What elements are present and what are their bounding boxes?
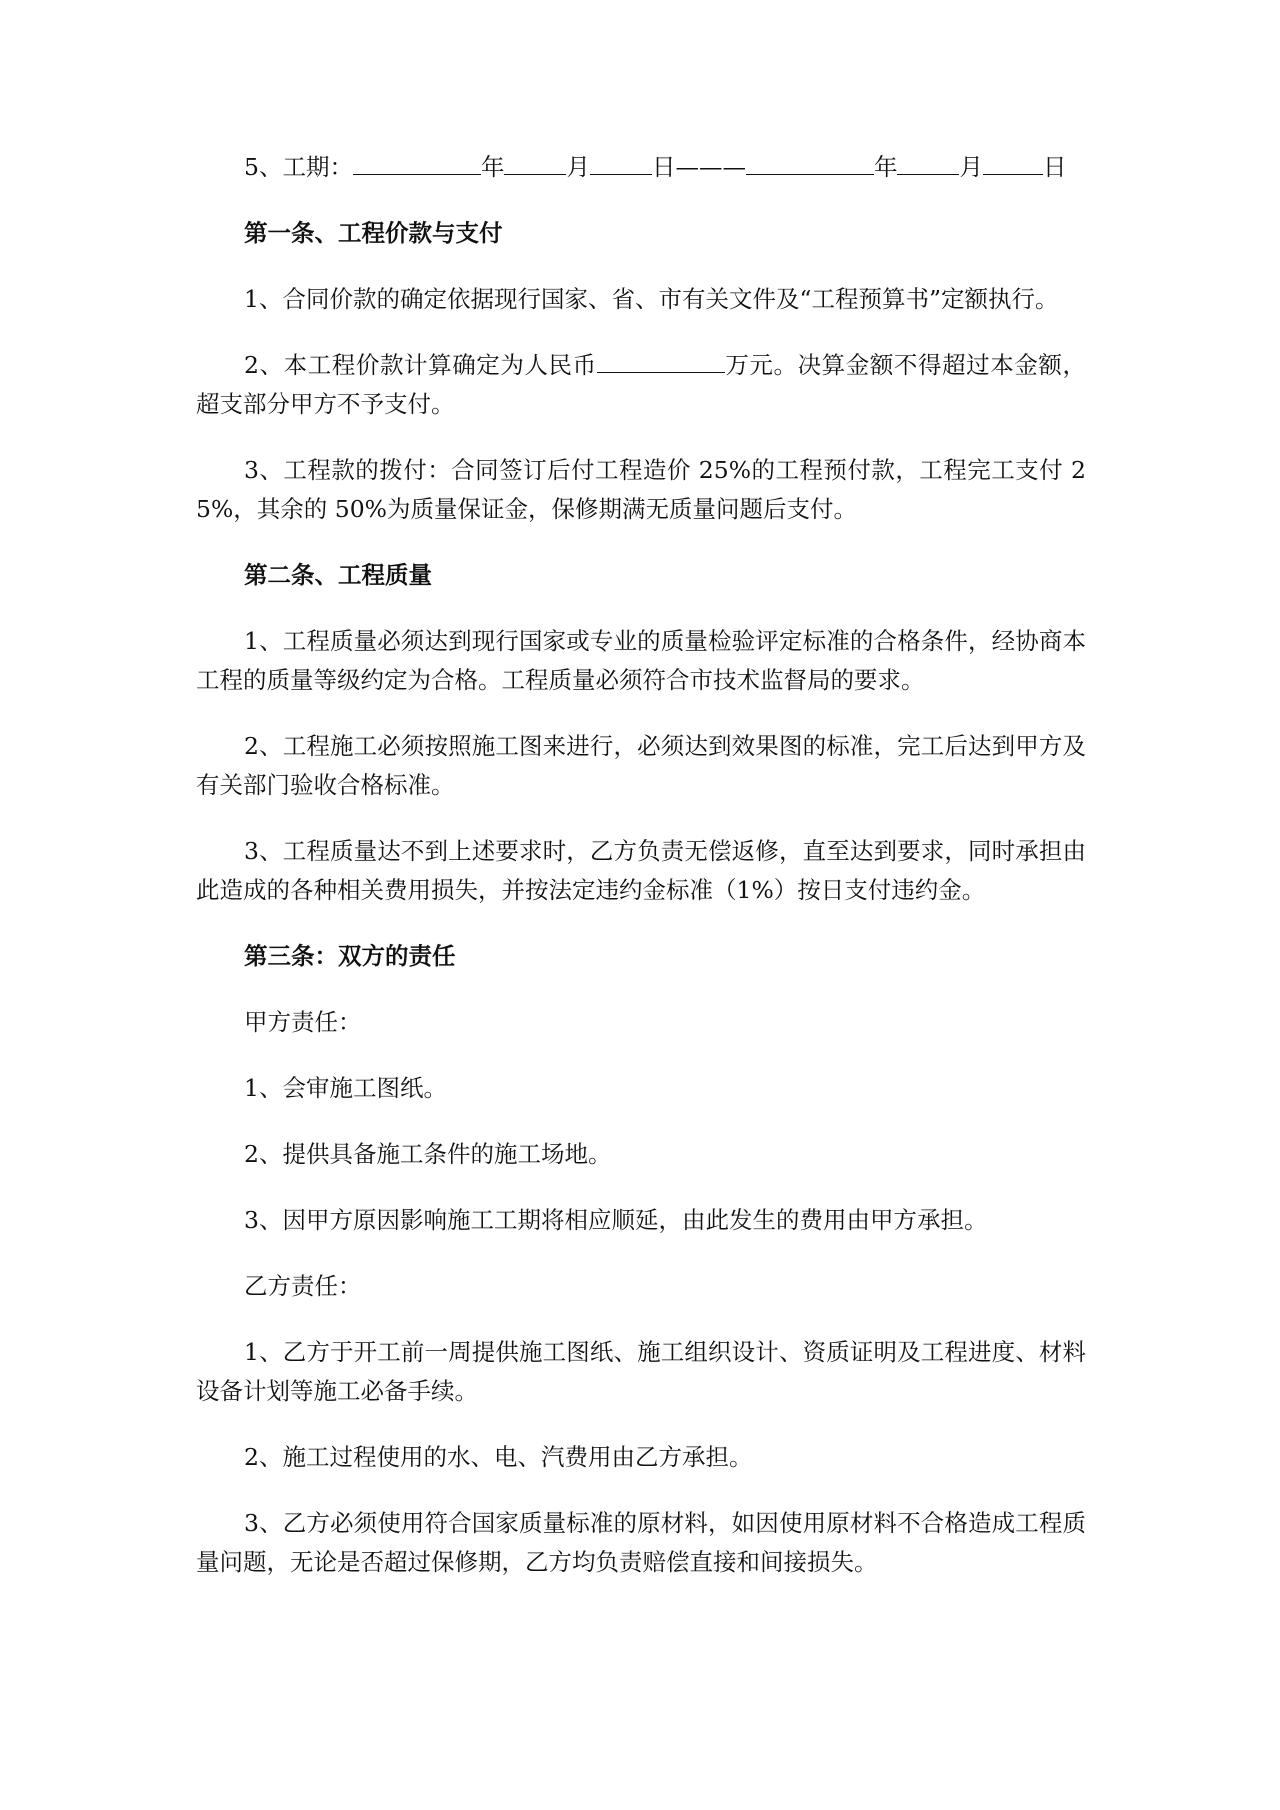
term-clause	[196, 148, 1086, 187]
article1-para3: 3、工程款的拨付：合同签订后付工程造价 25%的工程预付款，工程完工支付 25%，其余的 50%为质量保证金，保修期满无质量问题后支付。	[196, 456, 1086, 523]
start-year-blank	[353, 148, 481, 175]
year-label: 年	[480, 153, 505, 181]
party-a-label: 甲方责任：	[244, 1008, 362, 1036]
article2-title: 第二条、工程质量	[244, 561, 432, 589]
start-month-blank	[504, 148, 566, 175]
article3-title: 第三条：双方的责任	[244, 942, 456, 970]
month-label: 月	[566, 153, 590, 181]
price-text-before: 2、本工程价款计算确定为人民币	[244, 351, 597, 379]
end-month-blank	[897, 148, 959, 175]
article2-para2: 2、工程施工必须按照施工图来进行，必须达到效果图的标准，完工后达到甲方及有关部门验收合格标准。	[196, 732, 1086, 799]
end-year-blank	[746, 148, 874, 175]
end-day-blank	[983, 148, 1043, 175]
document-page	[196, 148, 1086, 1609]
article1-para2	[196, 346, 1086, 424]
price-blank	[597, 346, 725, 373]
start-day-blank	[590, 148, 652, 175]
month-label: 月	[959, 153, 983, 181]
year-label: 年	[873, 153, 898, 181]
article1-para1: 1、合同价款的确定依据现行国家、省、市有关文件及“工程预算书”定额执行。	[244, 285, 1059, 313]
party-b-item1: 1、乙方于开工前一周提供施工图纸、施工组织设计、资质证明及工程进度、材料设备计划等施工必备手续。	[196, 1338, 1086, 1405]
party-b-item3: 3、乙方必须使用符合国家质量标准的原材料，如因使用原材料不合格造成工程质量问题，无论是否超过保修期，乙方均负责赔偿直接和间接损失。	[196, 1509, 1086, 1576]
day-label: 日	[1042, 153, 1067, 181]
party-a-item3: 3、因甲方原因影响施工工期将相应顺延，由此发生的费用由甲方承担。	[244, 1206, 988, 1234]
term-prefix: 5、工期：	[244, 153, 353, 181]
party-a-item2: 2、提供具备施工条件的施工场地。	[244, 1140, 612, 1168]
day-label: 日	[651, 153, 676, 181]
article1-title: 第一条、工程价款与支付	[244, 219, 503, 247]
party-b-label: 乙方责任：	[244, 1272, 362, 1300]
party-b-item2: 2、施工过程使用的水、电、汽费用由乙方承担。	[244, 1443, 753, 1471]
term-dash: ———	[675, 153, 746, 181]
article2-para3: 3、工程质量达不到上述要求时，乙方负责无偿返修，直至达到要求，同时承担由此造成的各种相关费用损失，并按法定违约金标准（1%）按日支付违约金。	[196, 837, 1086, 904]
party-a-item1: 1、会审施工图纸。	[244, 1074, 447, 1102]
price-text-after: 万元。决算金额不得超过本金额，超支部分甲方不予支付。	[196, 351, 1087, 418]
article2-para1: 1、工程质量必须达到现行国家或专业的质量检验评定标准的合格条件，经协商本工程的质量等级约定为合格。工程质量必须符合市技术监督局的要求。	[196, 627, 1086, 694]
